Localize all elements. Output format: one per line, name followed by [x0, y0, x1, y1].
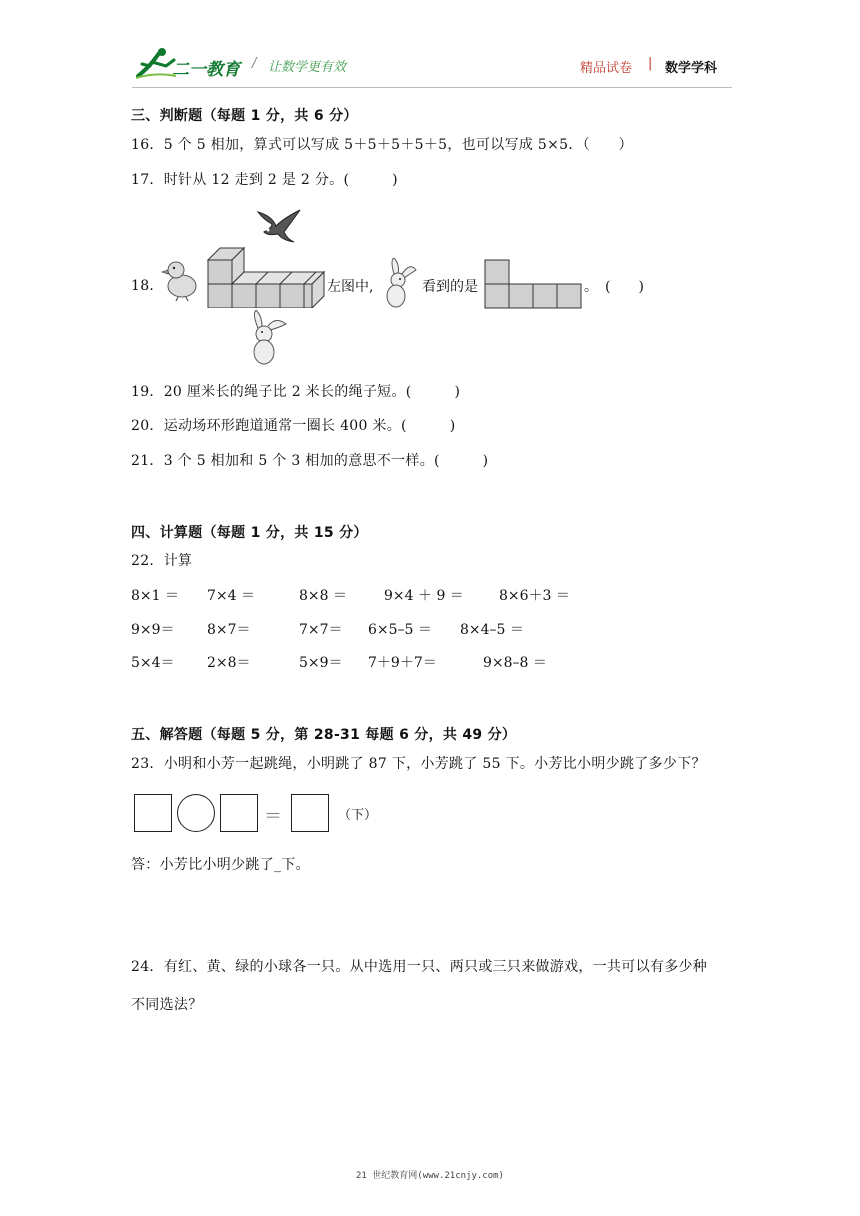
- question-23: 23．小明和小芳一起跳绳，小明跳了 87 下，小芳跳了 55 下。小芳比小明少跳了多少下？: [131, 756, 706, 772]
- answer-box-result[interactable]: [291, 794, 329, 832]
- calc-item: 9×8–8 ＝: [483, 655, 547, 671]
- question-18-text-1: 左图中,: [327, 279, 374, 295]
- equals-sign: ＝: [264, 806, 282, 827]
- calc-item: 8×8 ＝: [299, 588, 347, 604]
- calc-item: 8×7＝: [207, 622, 251, 638]
- calc-item: 8×4–5 ＝: [460, 622, 524, 638]
- section4-title: 四、计算题（每题 1 分，共 15 分）: [131, 525, 368, 541]
- question-19: 19．20 厘米长的绳子比 2 米长的绳子短。( ): [131, 384, 461, 400]
- calc-item: 7×7＝: [299, 622, 343, 638]
- answer-box-2[interactable]: [220, 794, 258, 832]
- unit-label: （下）: [338, 808, 378, 823]
- bird-icon: [254, 206, 304, 244]
- section3-title: 三、判断题（每题 1 分，共 6 分）: [131, 108, 358, 124]
- calc-item: 9×4 ＋ 9 ＝: [384, 588, 464, 604]
- question-21: 21．3 个 5 相加和 5 个 3 相加的意思不一样。( ): [131, 453, 489, 469]
- front-view-figure: [484, 259, 582, 309]
- calc-item: 8×6＋3 ＝: [499, 588, 570, 604]
- calc-item: 9×9＝: [131, 622, 175, 638]
- slogan-divider: /: [252, 56, 257, 71]
- answer-box-1[interactable]: [134, 794, 172, 832]
- calc-item: 6×5–5 ＝: [368, 622, 432, 638]
- calc-item: 8×1 ＝: [131, 588, 179, 604]
- slogan: 让数学更有效: [268, 60, 347, 75]
- question-20: 20．运动场环形跑道通常一圈长 400 米。( ): [131, 418, 456, 434]
- question-24-line-2: 不同选法？: [131, 997, 203, 1013]
- question-18-number: 18．: [131, 278, 164, 294]
- rabbit-bottom-icon: [240, 310, 290, 366]
- brand-name: 二一教育: [172, 60, 240, 80]
- calc-item: 5×4＝: [131, 655, 175, 671]
- subject-label: 数学学科: [665, 61, 718, 76]
- duck-icon: [160, 256, 200, 302]
- operator-circle[interactable]: [177, 794, 215, 832]
- calc-item: 5×9＝: [299, 655, 343, 671]
- cube-stack-figure: [206, 240, 326, 308]
- calc-item: 2×8＝: [207, 655, 251, 671]
- premium-tag: 精品试卷: [580, 61, 633, 76]
- page-footer: 21 世纪教育网(www.21cnjy.com): [356, 1171, 504, 1181]
- rabbit-observer-icon: [374, 258, 422, 308]
- header-separator: |: [648, 56, 653, 71]
- question-22: 22．计算: [131, 553, 193, 569]
- calc-item: 7＋9＋7＝: [368, 655, 437, 671]
- header-rule: [132, 87, 732, 88]
- question-18-text-2: 看到的是: [422, 279, 478, 295]
- question-16: 16．5 个 5 相加，算式可以写成 5＋5＋5＋5＋5，也可以写成 5×5．（ ）: [131, 137, 633, 153]
- question-17: 17．时针从 12 走到 2 是 2 分。( ): [131, 172, 398, 188]
- answer-23: 答：小芳比小明少跳了_下。: [131, 857, 310, 873]
- question-24-line-1: 24．有红、黄、绿的小球各一只。从中选用一只、两只或三只来做游戏，一共可以有多少种: [131, 959, 708, 975]
- question-18-tail: 。 ( ): [584, 279, 644, 295]
- section5-title: 五、解答题（每题 5 分，第 28-31 每题 6 分，共 49 分）: [131, 727, 517, 743]
- calc-item: 7×4 ＝: [207, 588, 255, 604]
